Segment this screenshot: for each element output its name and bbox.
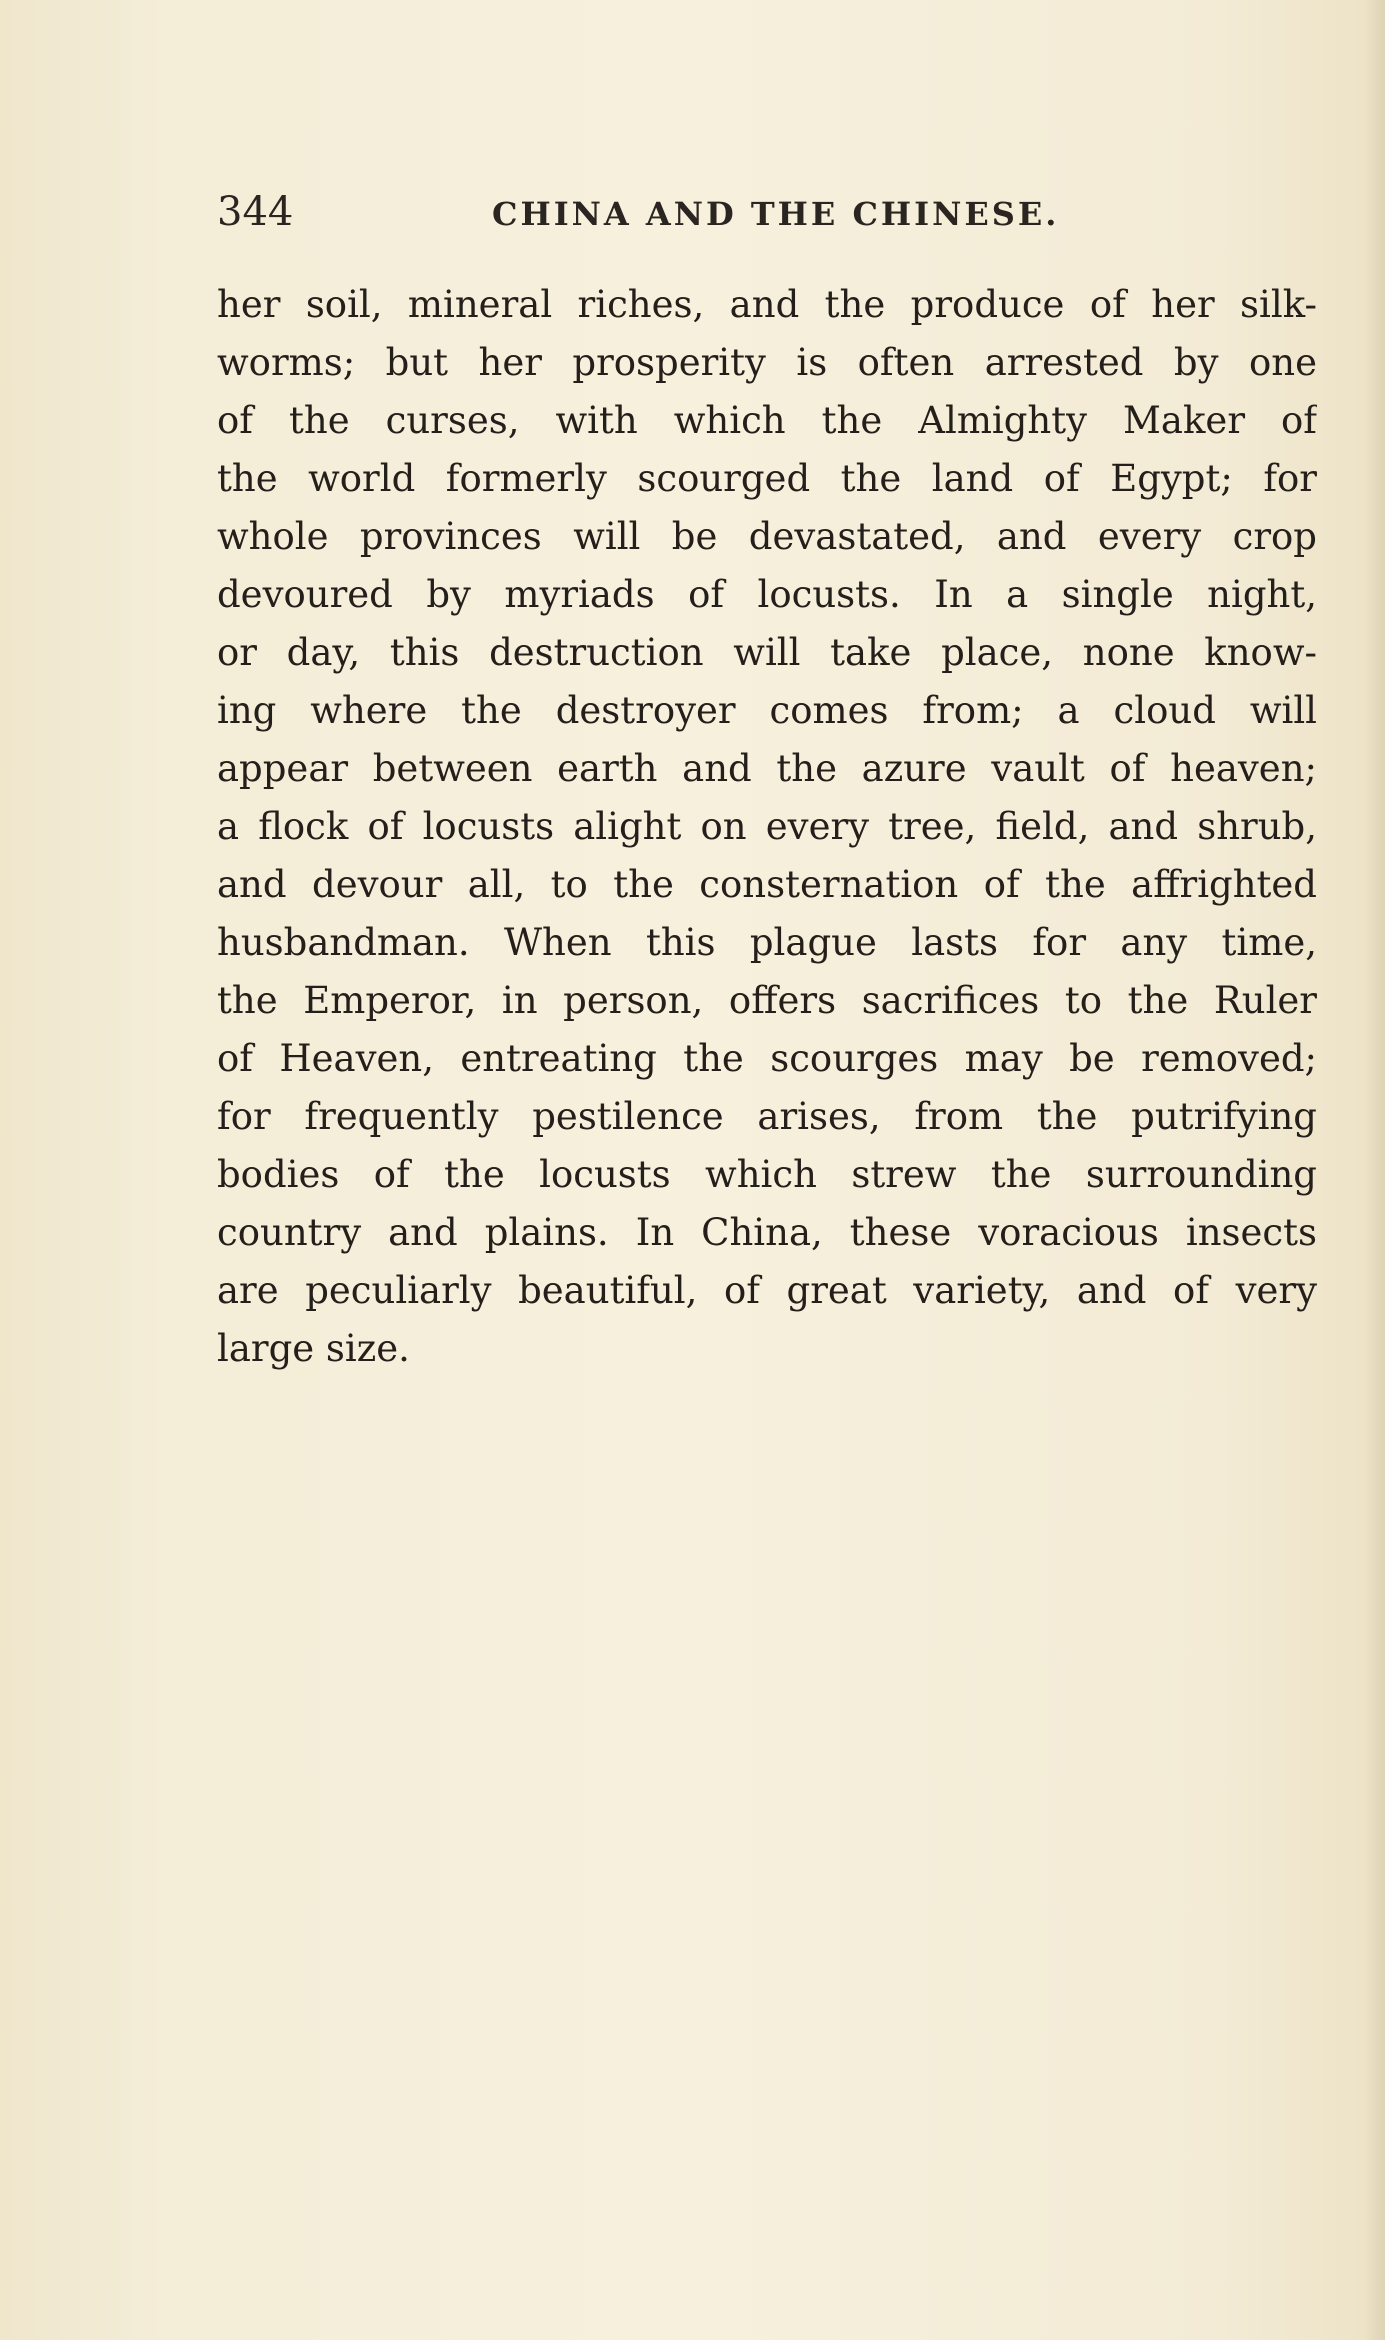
- text-line: her soil, mineral riches, and the produce of her silk-: [217, 283, 1317, 326]
- text-line: the world formerly scourged the land of Egypt; for: [217, 457, 1317, 500]
- running-head: CHINA AND THE CHINESE.: [492, 195, 1060, 233]
- text-line: of the curses, with which the Almighty Maker of: [217, 399, 1317, 442]
- body-paragraph: [217, 276, 1317, 1378]
- page-number: 344: [217, 189, 294, 235]
- text-line: worms; but her prosperity is often arrested by one: [217, 341, 1317, 384]
- text-line: devoured by myriads of locusts. In a single night,: [217, 573, 1317, 616]
- text-line: appear between earth and the azure vault of heaven;: [217, 747, 1317, 790]
- text-line: country and plains. In China, these voracious insects: [217, 1211, 1317, 1254]
- text-line: bodies of the locusts which strew the surrounding: [217, 1153, 1317, 1196]
- text-line: are peculiarly beautiful, of great variety, and of very: [217, 1269, 1317, 1312]
- page-header: [217, 186, 1317, 246]
- text-line: for frequently pestilence arises, from the putrifying: [217, 1095, 1317, 1138]
- page-edge-shadow: [1363, 0, 1385, 2340]
- text-line: and devour all, to the consternation of the affrighted: [217, 863, 1317, 906]
- text-line: large size.: [217, 1327, 410, 1370]
- text-line: or day, this destruction will take place, none know-: [217, 631, 1317, 674]
- text-line: of Heaven, entreating the scourges may be removed;: [217, 1037, 1317, 1080]
- text-line: ing where the destroyer comes from; a cloud will: [217, 689, 1317, 732]
- text-line: a flock of locusts alight on every tree, field, and shrub,: [217, 805, 1317, 848]
- text-line: husbandman. When this plague lasts for any time,: [217, 921, 1317, 964]
- text-line: the Emperor, in person, offers sacrifices to the Ruler: [217, 979, 1317, 1022]
- text-line: whole provinces will be devastated, and every crop: [217, 515, 1317, 558]
